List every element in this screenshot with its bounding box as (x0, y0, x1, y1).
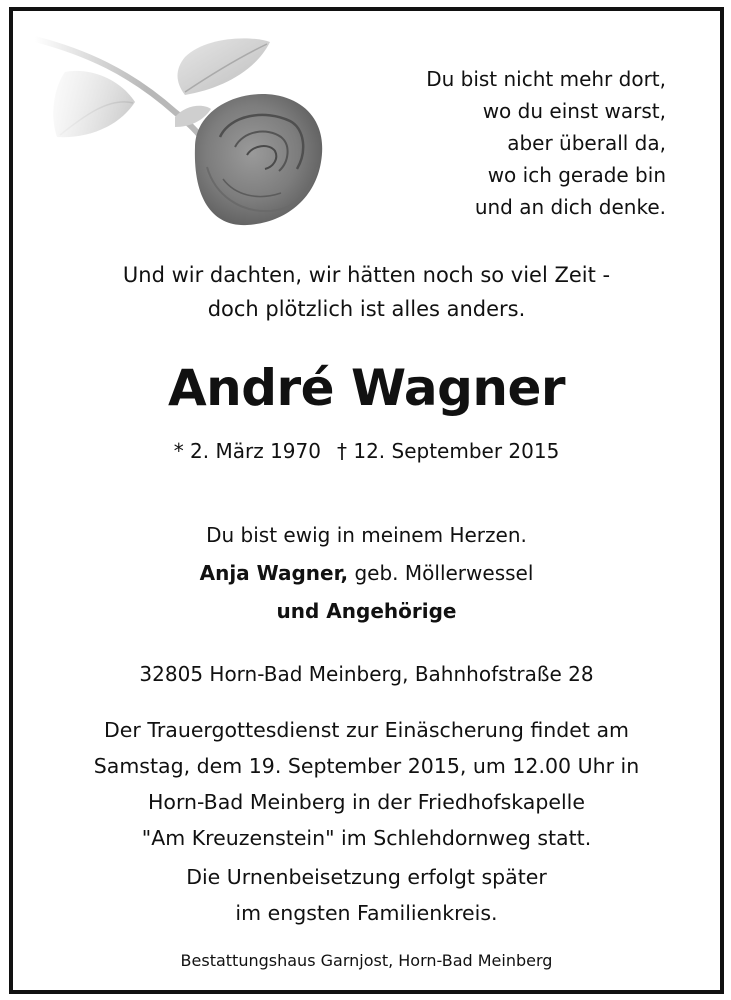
service-line: Horn-Bad Meinberg in der Friedhofskapelle (147, 790, 585, 814)
life-dates (13, 436, 720, 466)
quote-line: wo ich gerade bin (487, 163, 666, 187)
mourner-name: Anja Wagner, (199, 561, 349, 585)
relatives-line: und Angehörige (276, 599, 457, 623)
intro-line: doch plötzlich ist alles anders. (207, 297, 526, 321)
service-info (13, 712, 720, 856)
deceased-name: André Wagner (167, 359, 566, 417)
quote-line: aber überall da, (507, 131, 666, 155)
quote-line: wo du einst warst, (482, 99, 666, 123)
dedication-line: Du bist ewig in meinem Herzen. (206, 523, 527, 547)
funeral-home: Bestattungshaus Garnjost, Horn-Bad Meinberg (180, 951, 553, 970)
death-date: † 12. September 2015 (336, 439, 560, 463)
intro-line: Und wir dachten, wir hätten noch so viel Zeit - (122, 263, 611, 287)
birth-date: * 2. März 1970 (173, 439, 321, 463)
quote-line: und an dich denke. (474, 195, 666, 219)
service-line: "Am Kreuzenstein" im Schlehdornweg statt. (141, 826, 592, 850)
service-line: Der Trauergottesdienst zur Einäscherung findet am (103, 718, 629, 742)
intro-text (13, 258, 720, 326)
address-line: 32805 Horn-Bad Meinberg, Bahnhofstraße 28 (139, 662, 594, 686)
urn-info (13, 859, 720, 931)
obituary-frame (9, 7, 724, 994)
mourner-maiden-name: geb. Möllerwessel (348, 561, 534, 585)
urn-line: Die Urnenbeisetzung erfolgt später (186, 865, 547, 889)
mourner-line (13, 557, 720, 589)
quote-block (426, 63, 666, 223)
service-line: Samstag, dem 19. September 2015, um 12.00 Uhr in (93, 754, 640, 778)
urn-line: im engsten Familienkreis. (235, 901, 498, 925)
quote-line: Du bist nicht mehr dort, (426, 67, 666, 91)
rose-image (35, 17, 355, 249)
